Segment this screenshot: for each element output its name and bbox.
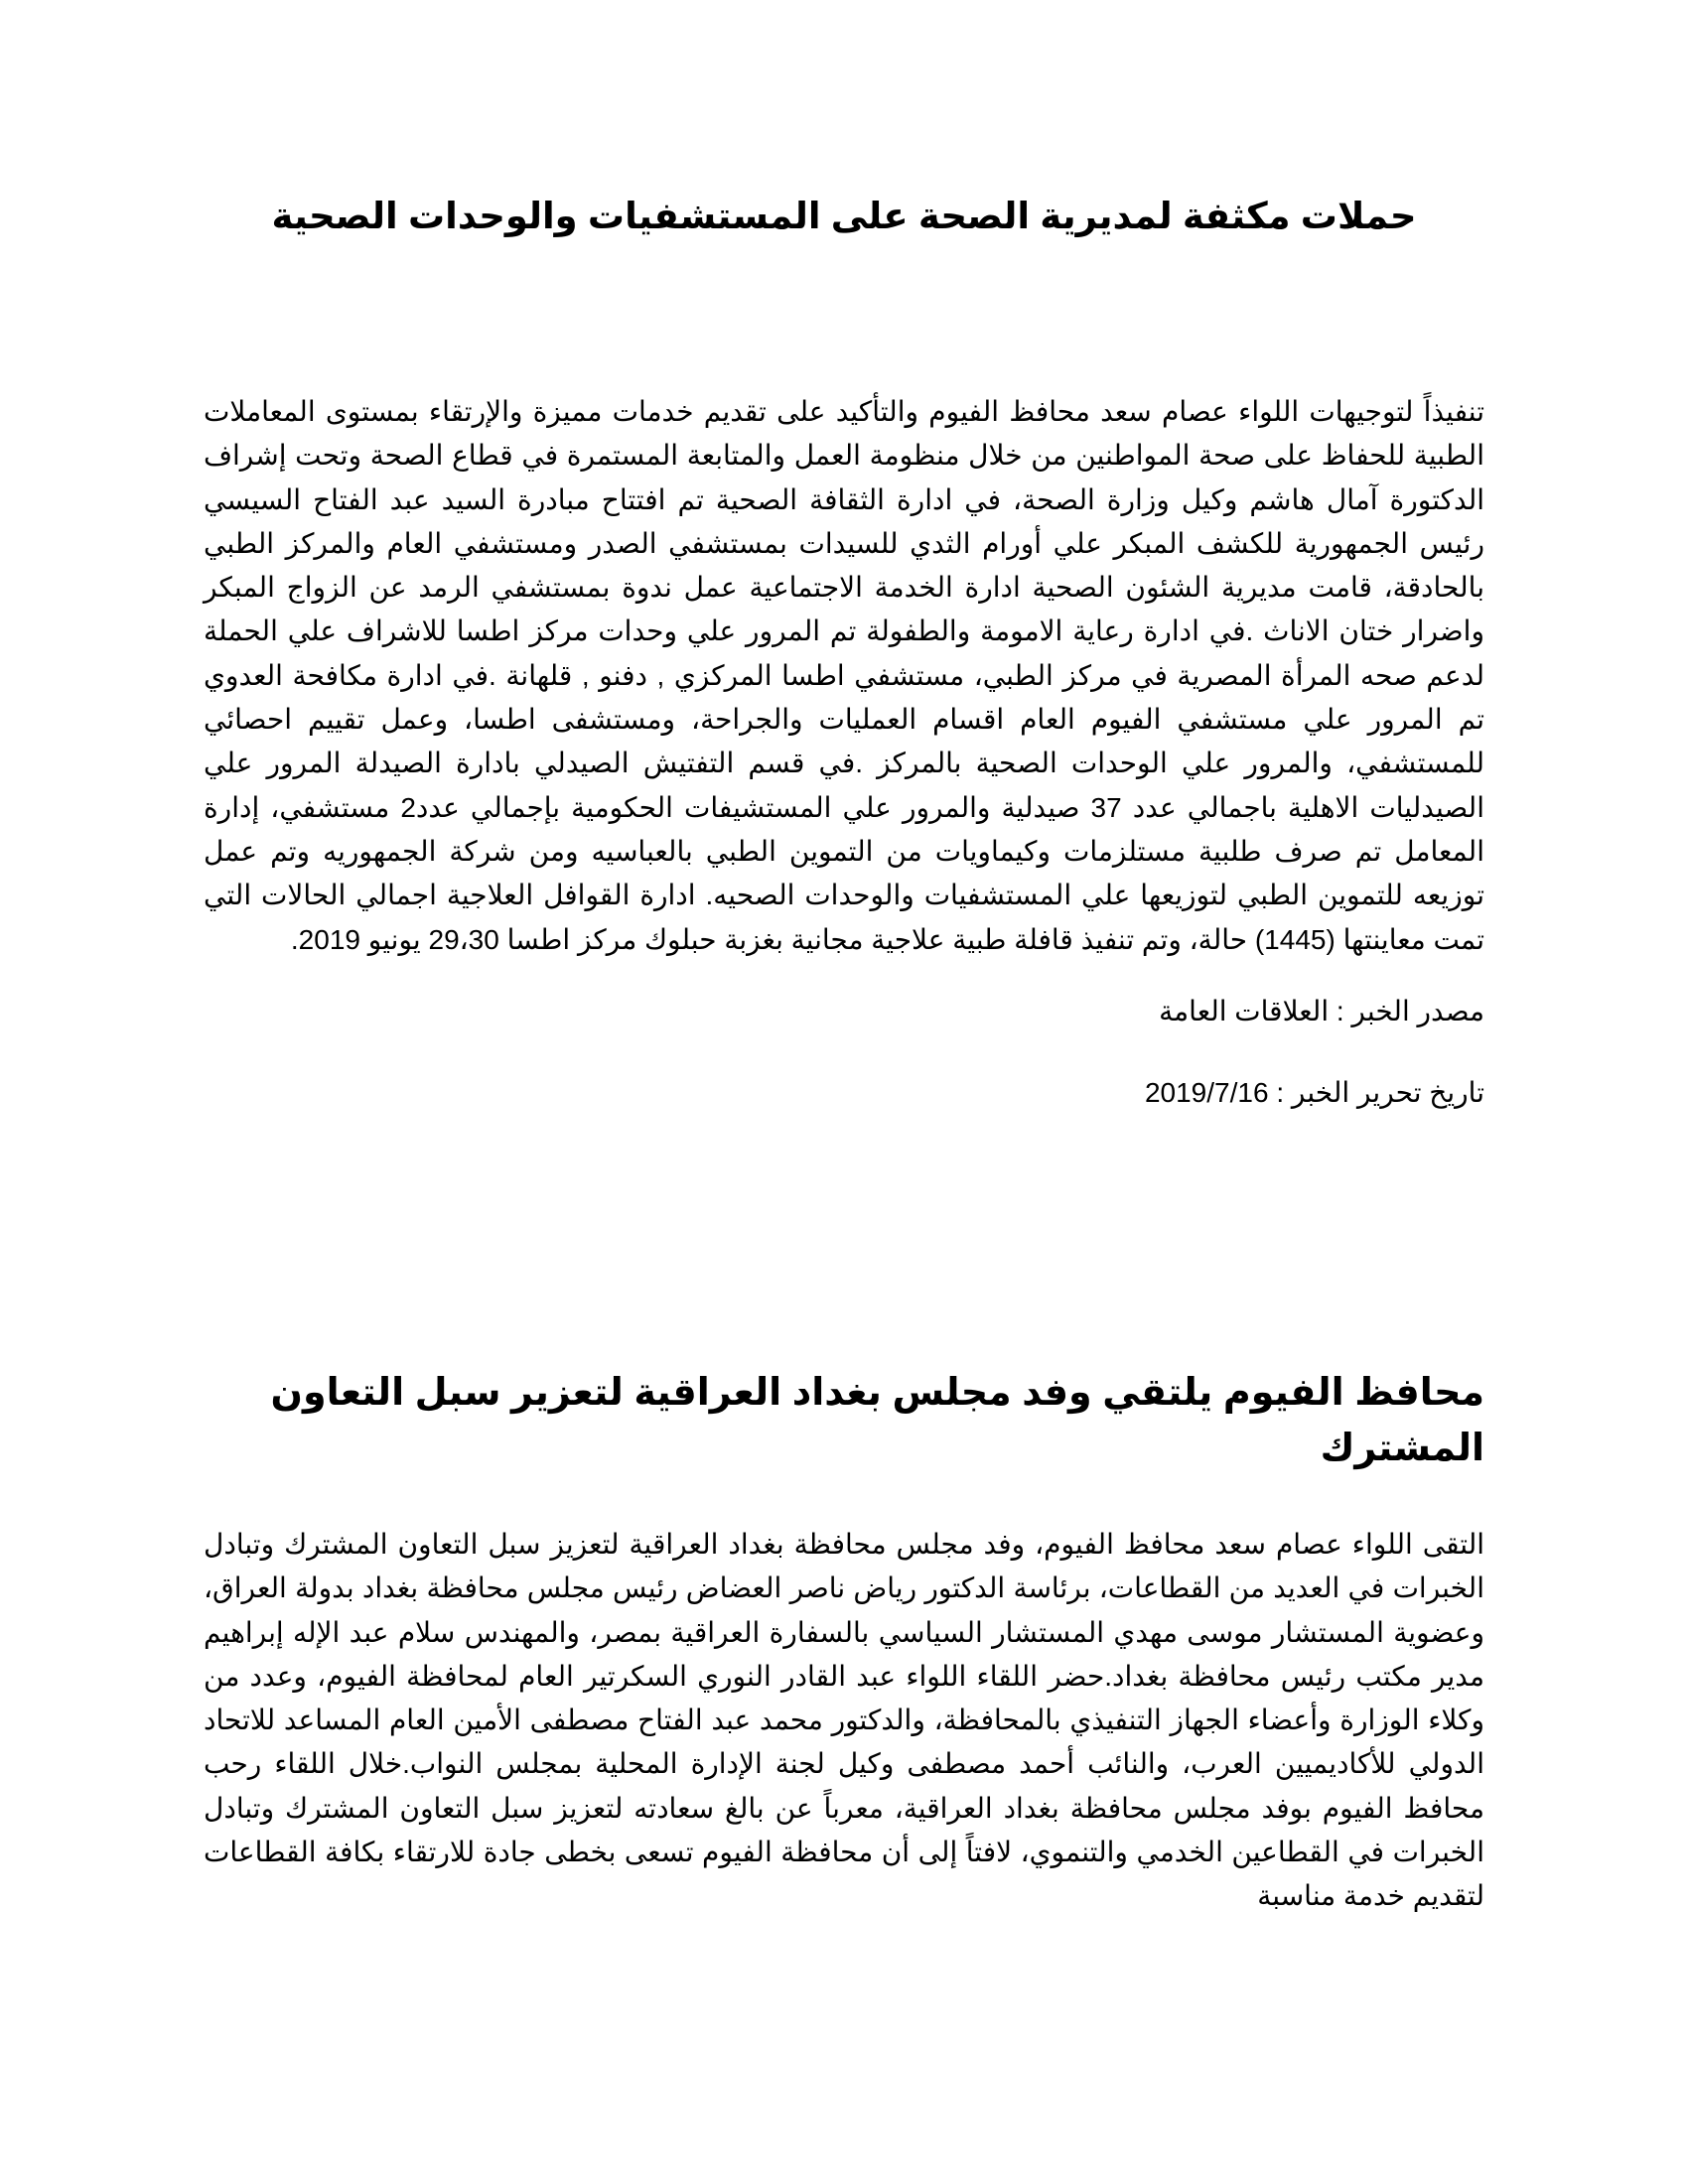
news-article <box>204 1365 1484 1919</box>
news-date-line: تاريخ تحرير الخبر : 2019/7/16 <box>1144 1076 1484 1108</box>
news-source-line: مصدر الخبر : العلاقات العامة <box>1159 995 1484 1026</box>
document-page <box>204 0 1484 2184</box>
news-article <box>204 189 1484 1113</box>
article-body: تنفيذاً لتوجيهات اللواء عصام سعد محافظ الفيوم والتأكيد على تقديم خدمات مميزة والإرتقاء بمستوى المعاملات الطبية للحفاظ على صحة المواطنين من خلال منظومة العمل والمتابعة المستمرة في قطاع الصحة وتحت إشراف الدكتورة آمال هاشم وكيل وزارة الصحة، في ادارة الثقافة الصحية تم افتتاح مبادرة السيد عبد الفتاح السيسي رئيس الجمهورية للكشف المبكر علي أورام الثدي للسيدات بمستشفي الصدر ومستشفي العام والمركز الطبي بالحادقة، قامت مديرية الشئون الصحية ادارة الخدمة الاجتماعية عمل ندوة بمستشفي الرمد عن الزواج المبكر واضرار ختان الاناث .في ادارة رعاية الامومة والطفولة تم المرور علي وحدات مركز اطسا للاشراف علي الحملة لدعم صحه المرأة المصرية في مركز الطبي، مستشفي اطسا المركزي , دفنو , قلهانة .في ادارة مكافحة العدوي تم المرور علي مستشفي الفيوم العام اقسام العمليات والجراحة، ومستشفى اطسا، وعمل تقييم احصائي للمستشفي، والمرور علي الوحدات الصحية بالمركز .في قسم التفتيش الصيدلي بادارة الصيدلة المرور علي الصيدليات الاهلية باجمالي عدد 37 صيدلية والمرور علي المستشيفات الحكومية بإجمالي عدد2 مستشفي، إدارة المعامل تم صرف طلبية مستلزمات وكيماويات من التموين الطبي بالعباسيه ومن شركة الجمهوريه وتم عمل توزيعه للتموين الطبي لتوزيعها علي المستشفيات والوحدات الصحيه. ادارة القوافل العلاجية اجمالي الحالات التي تمت معاينتها (1445) حالة، وتم تنفيذ قافلة طبية علاجية مجانية بغزبة حبلوك مركز اطسا 29،30 يونيو 2019. <box>204 396 1484 955</box>
article-headline: حملات مكثفة لمديرية الصحة على المستشفيات والوحدات الصحية <box>271 196 1417 236</box>
article-headline: محافظ الفيوم يلتقي وفد مجلس بغداد العراقية لتعزير سبل التعاون المشترك <box>270 1372 1484 1469</box>
article-body: التقى اللواء عصام سعد محافظ الفيوم، وفد مجلس محافظة بغداد العراقية لتعزيز سبل التعاون المشترك وتبادل الخبرات في العديد من القطاعات، برئاسة الدكتور رياض ناصر العضاض رئيس مجلس محافظة بغداد بدولة العراق، وعضوية المستشار موسى مهدي المستشار السياسي بالسفارة العراقية بمصر، والمهندس سلام عبد الإله إبراهيم مدير مكتب رئيس محافظة بغداد.حضر اللقاء اللواء عبد القادر النوري السكرتير العام لمحافظة الفيوم، وعدد من وكلاء الوزارة وأعضاء الجهاز التنفيذي بالمحافظة، والدكتور محمد عبد الفتاح مصطفى الأمين العام المساعد للاتحاد الدولي للأكاديميين العرب، والنائب أحمد مصطفى وكيل لجنة الإدارة المحلية بمجلس النواب.خلال اللقاء رحب محافظ الفيوم بوفد مجلس محافظة بغداد العراقية، معرباً عن بالغ سعادته لتعزيز سبل التعاون المشترك وتبادل الخبرات في القطاعين الخدمي والتنموي، لافتاً إلى أن محافظة الفيوم تسعى بخطى جادة للارتقاء بكافة القطاعات لتقديم خدمة مناسبة <box>204 1529 1484 1912</box>
